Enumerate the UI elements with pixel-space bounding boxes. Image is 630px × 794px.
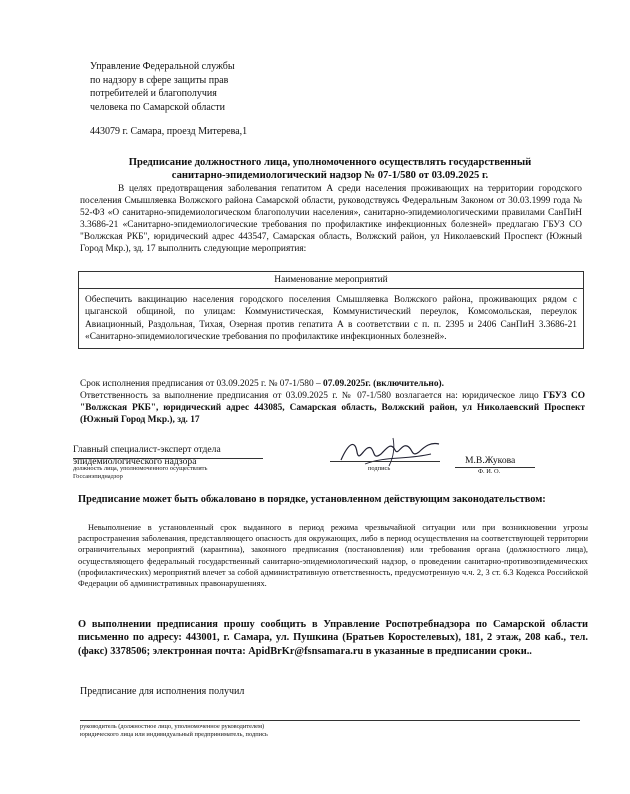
signature-caption: подпись <box>368 465 391 472</box>
responsibility-entity: ГБУЗ СО "Волжская РКБ", юридический адрес 443085, Самарская область, Волжский район, ул Николаевский Проспект (Южный Город Мкр.), зд. 17 <box>80 391 586 426</box>
receipt-underline <box>80 720 580 721</box>
receipt-caption-line: руководитель (должностное лицо, уполномоченное руководителем) <box>80 723 265 730</box>
measures-header: Наименование мероприятий <box>79 272 584 289</box>
name-caption: Ф. И. О. <box>478 468 501 475</box>
receipt-caption-line: юридического лица или индивидуальный предприниматель, подпись <box>80 731 268 739</box>
appeal-body: Невыполнение в установленный срок выданного в период режима чрезвычайной ситуации или при возникновении угрозы распространения заболевания, представляющего опасность для окружающих, либо в период осуществления на соответствующей территории ограничительных мероприятий (карантина), законного предписания (постановления) или требования органа (должностного лица), осуществляющего федеральный государственный санитарно-эпидемиологический надзор, о проведении санитарно-противоэпидемических (профилактических) мероприятий влечет за собой административную ответственность, предусмотренную ч.ч. 2, 3 ст. 6.3 Кодекса Российской Федерации об административных правонарушениях. <box>78 523 588 589</box>
measures-table <box>78 271 584 349</box>
authority-line: по надзору в сфере защиты прав <box>90 74 229 86</box>
signatory-name: М.В.Жукова <box>465 455 516 466</box>
signature-underline <box>330 461 440 462</box>
receipt-label: Предписание для исполнения получил <box>80 686 245 697</box>
appeal-heading: Предписание может быть обжаловано в порядке, установленном действующим законодательством: <box>78 494 546 505</box>
deadline-date: 07.09.2025г. (включительно). <box>323 379 444 389</box>
notification-paragraph: О выполнении предписания прошу сообщить в Управление Роспотребнадзора по Самарской области письменно по адресу: 443001, г. Самара, ул. Пушкина (Братьев Коростелевых), 181, 2 этаж, 208 каб., тел. (факс) 3378506; электронная почта: ApidBrKr@fsnsamara.ru в указанные в предписании сроки.. <box>78 619 588 657</box>
title-line: санитарно-эпидемиологический надзор № 07-1/580 от 03.09.2025 г. <box>171 170 489 181</box>
authority-header <box>90 60 235 114</box>
receipt-caption <box>80 723 268 740</box>
measures-text: Обеспечить вакцинацию населения городского поселения Смышляевка Волжского района, проживающих рядом с цыганской общиной, по улицам: Коммунистическая, Коммунистический переулок, Комсомольская, переулок Авиационный, Раздольная, Тихая, Озерная против гепатита А в соответствии с п. п. 2395 и 2406 СанПиН 3.3686-21 «Санитарно-эпидемиологические требования по профилактике инфекционных болезней». <box>79 289 584 349</box>
authority-line: потребителей и благополучия <box>90 88 217 100</box>
position-caption-line: Госсанэпиднадзор <box>73 473 123 480</box>
position-line: Главный специалист-эксперт отдела <box>73 444 221 455</box>
position-caption <box>73 465 207 481</box>
signatory-position <box>73 444 221 467</box>
position-caption-line: должность лица, уполномоченного осуществлять <box>73 465 208 472</box>
responsibility-prefix: Ответственность за выполнение предписания от 03.09.2025 г. № 07-1/580 возлагается на: юридическое лицо <box>80 391 544 401</box>
authority-line: человека по Самарской области <box>90 101 225 113</box>
authority-line: Управление Федеральной службы <box>90 61 235 72</box>
deadline-prefix: Срок исполнения предписания от 03.09.2025 г. № 07-1/580 – <box>80 379 324 389</box>
intro-paragraph: В целях предотвращения заболевания гепатитом А среди населения проживающих на территории городского поселения Смышляевка Волжского района Самарской области, руководствуясь Федеральным Законом от 30.03.1999 года № 52-ФЗ «О санитарно-эпидемиологическом благополучии населения», санитарно-эпидемиологическими правилами СанПиН 3.3686-21 «Санитарно-эпидемиологические требования по профилактике инфекционных болезней» предлагаю ГБУЗ СО "Волжская РКБ", юридический адрес 443547, Самарская область, Волжский район, ул Николаевский Проспект (Южный Город Мкр.), зд. 17 выполнить следующие мероприятия: <box>80 184 582 255</box>
document-title <box>60 156 600 182</box>
responsibility <box>80 390 585 427</box>
deadline <box>80 378 585 390</box>
position-line: эпидемиологического надзора <box>73 455 197 467</box>
position-underline <box>73 458 263 459</box>
title-line: Предписание должностного лица, уполномоченного осуществлять государственный <box>128 157 532 168</box>
authority-address: 443079 г. Самара, проезд Митерева,1 <box>90 126 248 137</box>
